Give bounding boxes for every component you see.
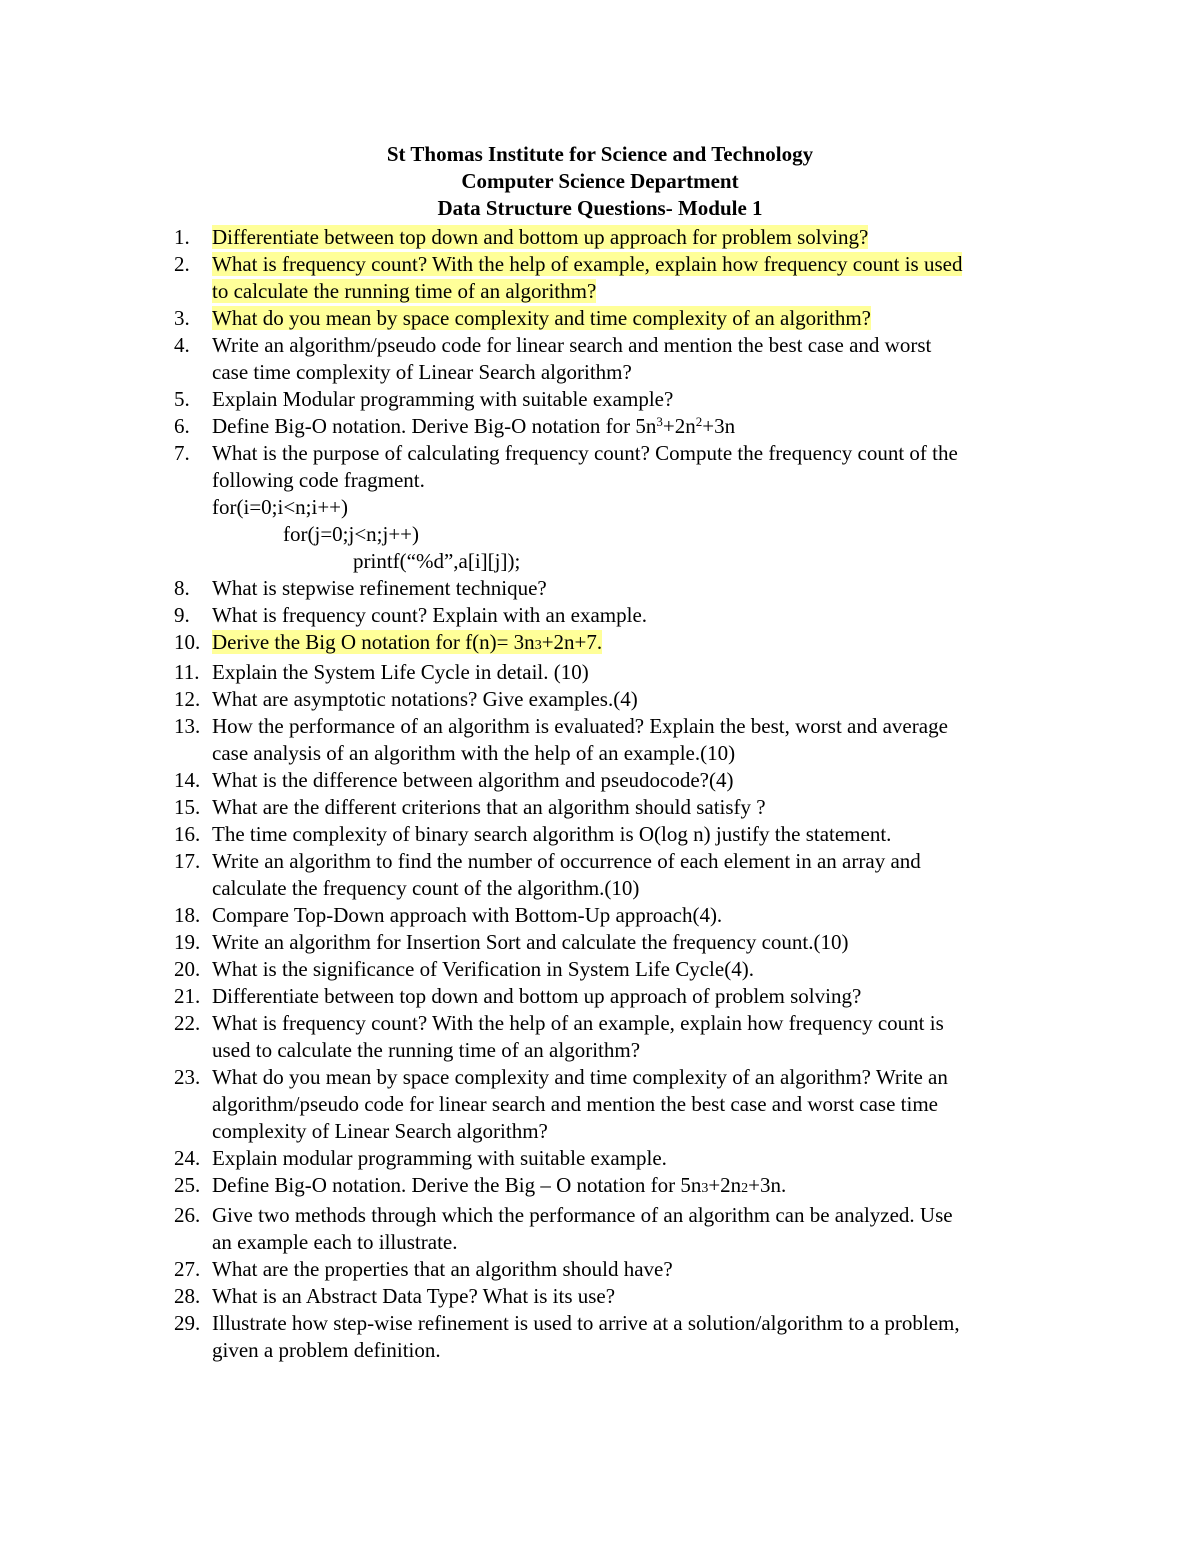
question-text: Write an algorithm for Insertion Sort and calculate the frequency count.(10) <box>212 930 849 954</box>
question-item <box>174 1010 1074 1064</box>
question-text-line <box>212 359 1074 386</box>
question-text-line <box>212 305 1074 332</box>
question-text-line <box>212 686 1074 713</box>
question-item <box>174 413 1074 440</box>
question-number: 3. <box>174 306 190 330</box>
question-number: 6. <box>174 414 190 438</box>
question-text-line <box>212 386 1074 413</box>
question-text: Explain the System Life Cycle in detail. (10) <box>212 660 589 684</box>
question-number: 24. <box>174 1146 201 1170</box>
question-number: 22. <box>174 1011 201 1035</box>
question-text-line <box>212 929 1074 956</box>
question-text-line <box>212 902 1074 929</box>
question-text: Write an algorithm to find the number of occurrence of each element in an array and <box>212 849 921 873</box>
question-text <box>212 1173 786 1197</box>
question-text-line <box>212 1229 1074 1256</box>
question-text: Explain Modular programming with suitable example? <box>212 387 674 411</box>
formula-text: Define Big-O notation. Derive Big-O notation for 5n <box>212 414 657 438</box>
question-text-line <box>212 332 1074 359</box>
question-text-line <box>212 1172 1074 1202</box>
question-text: The time complexity of binary search algorithm is O(log n) justify the statement. <box>212 822 892 846</box>
question-text: What do you mean by space complexity and time complexity of an algorithm? <box>212 306 871 330</box>
question-number: 15. <box>174 795 201 819</box>
question-number: 20. <box>174 957 201 981</box>
question-item <box>174 332 1074 386</box>
question-item <box>174 305 1074 332</box>
question-text: Write an algorithm/pseudo code for linear search and mention the best case and worst <box>212 333 932 357</box>
question-text: Compare Top-Down approach with Bottom-Up approach(4). <box>212 903 723 927</box>
question-item <box>174 1172 1074 1202</box>
question-item <box>174 1283 1074 1310</box>
question-item <box>174 659 1074 686</box>
question-text: algorithm/pseudo code for linear search and mention the best case and worst case time <box>212 1092 938 1116</box>
formula-text: +3n. <box>748 1173 787 1197</box>
question-text: What do you mean by space complexity and time complexity of an algorithm? Write an <box>212 1065 948 1089</box>
formula-text: Define Big-O notation. Derive the Big – O notation for 5n <box>212 1173 702 1197</box>
question-text: case analysis of an algorithm with the help of an example.(10) <box>212 741 736 765</box>
question-text <box>212 630 602 654</box>
question-text: calculate the frequency count of the algorithm.(10) <box>212 876 640 900</box>
question-number: 5. <box>174 387 190 411</box>
question-text: How the performance of an algorithm is evaluated? Explain the best, worst and average <box>212 714 948 738</box>
question-item <box>174 713 1074 767</box>
question-number: 16. <box>174 822 201 846</box>
question-item <box>174 767 1074 794</box>
document-header <box>0 141 1200 222</box>
question-text: Give two methods through which the performance of an algorithm can be analyzed. Use <box>212 1203 953 1227</box>
question-number: 25. <box>174 1173 201 1197</box>
question-text <box>212 414 735 438</box>
formula-exponent: 3 <box>656 414 663 429</box>
question-item <box>174 386 1074 413</box>
question-item <box>174 956 1074 983</box>
formula-text: Derive the Big O notation for f(n)= 3n <box>212 630 535 654</box>
question-text: What is frequency count? With the help of an example, explain how frequency count is <box>212 1011 944 1035</box>
code-line: printf(“%d”,a[i][j]); <box>353 549 521 573</box>
question-number: 18. <box>174 903 201 927</box>
question-text-line <box>212 1091 1074 1118</box>
question-text: Explain modular programming with suitable example. <box>212 1146 667 1170</box>
question-text: What are asymptotic notations? Give examples.(4) <box>212 687 638 711</box>
question-text-line <box>212 1202 1074 1229</box>
question-text-line <box>212 1145 1074 1172</box>
question-text-line <box>212 848 1074 875</box>
question-text-line <box>212 767 1074 794</box>
question-item <box>174 902 1074 929</box>
question-text-line <box>212 1283 1074 1310</box>
question-number: 17. <box>174 849 201 873</box>
question-item <box>174 440 1074 575</box>
question-text: given a problem definition. <box>212 1338 441 1362</box>
question-number: 13. <box>174 714 201 738</box>
question-text-line <box>212 1310 1074 1337</box>
code-line: for(i=0;i<n;i++) <box>212 495 349 519</box>
question-text-line <box>212 1064 1074 1091</box>
question-number: 1. <box>174 225 190 249</box>
question-number: 27. <box>174 1257 201 1281</box>
module-title: Data Structure Questions- Module 1 <box>437 196 763 220</box>
formula-exponent: 2 <box>741 1181 749 1196</box>
question-number: 26. <box>174 1203 201 1227</box>
question-number: 2. <box>174 252 190 276</box>
question-item <box>174 983 1074 1010</box>
question-number: 29. <box>174 1311 201 1335</box>
question-item <box>174 1145 1074 1172</box>
formula-exponent: 2 <box>695 414 703 429</box>
question-text-line <box>212 1118 1074 1145</box>
question-text-line <box>212 440 1074 467</box>
question-item <box>174 1310 1074 1364</box>
question-text: What is frequency count? With the help of example, explain how frequency count is used <box>212 252 963 276</box>
question-text-line <box>212 1256 1074 1283</box>
question-text: What is the difference between algorithm and pseudocode?(4) <box>212 768 734 792</box>
question-text-line <box>212 575 1074 602</box>
question-item <box>174 686 1074 713</box>
question-text-line <box>212 659 1074 686</box>
question-text-line <box>212 1010 1074 1037</box>
question-item <box>174 794 1074 821</box>
question-text: What is stepwise refinement technique? <box>212 576 547 600</box>
question-number: 7. <box>174 441 190 465</box>
question-item <box>174 1202 1074 1256</box>
question-text: used to calculate the running time of an algorithm? <box>212 1038 641 1062</box>
question-number: 11. <box>174 660 200 684</box>
question-text: What are the different criterions that an algorithm should satisfy ? <box>212 795 766 819</box>
question-text-line <box>212 740 1074 767</box>
question-text: case time complexity of Linear Search algorithm? <box>212 360 632 384</box>
question-text-line <box>212 467 1074 494</box>
question-number: 4. <box>174 333 190 357</box>
formula-text: +2n <box>662 414 696 438</box>
question-number: 8. <box>174 576 190 600</box>
question-text-line <box>212 629 1074 659</box>
formula-text: +2n <box>708 1173 742 1197</box>
question-text-line <box>212 251 1074 278</box>
question-text: What is the purpose of calculating frequency count? Compute the frequency count of the <box>212 441 958 465</box>
question-text: What are the properties that an algorithm should have? <box>212 1257 673 1281</box>
question-text: complexity of Linear Search algorithm? <box>212 1119 548 1143</box>
question-text-line <box>212 794 1074 821</box>
question-item <box>174 929 1074 956</box>
question-text: an example each to illustrate. <box>212 1230 458 1254</box>
question-text-line <box>212 875 1074 902</box>
question-number: 14. <box>174 768 201 792</box>
department-title: Computer Science Department <box>461 169 739 193</box>
formula-exponent: 3 <box>534 638 542 653</box>
question-text: What is an Abstract Data Type? What is its use? <box>212 1284 616 1308</box>
formula-text: +2n+7. <box>541 630 603 654</box>
question-item <box>174 1064 1074 1145</box>
question-item <box>174 1256 1074 1283</box>
question-text-line <box>212 602 1074 629</box>
formula-text: +3n <box>702 414 736 438</box>
question-text: What is the significance of Verification in System Life Cycle(4). <box>212 957 754 981</box>
question-item <box>174 629 1074 659</box>
question-item <box>174 224 1074 251</box>
question-text-line <box>212 413 1074 440</box>
question-text-line <box>212 1337 1074 1364</box>
question-item <box>174 602 1074 629</box>
question-item <box>174 821 1074 848</box>
question-number: 28. <box>174 1284 201 1308</box>
question-text-line <box>212 1037 1074 1064</box>
question-text: to calculate the running time of an algorithm? <box>212 279 597 303</box>
question-text-line <box>212 224 1074 251</box>
question-text: Illustrate how step-wise refinement is used to arrive at a solution/algorithm to a problem, <box>212 1311 960 1335</box>
question-text: Differentiate between top down and bottom up approach of problem solving? <box>212 984 862 1008</box>
question-item <box>174 848 1074 902</box>
question-number: 19. <box>174 930 201 954</box>
question-number: 12. <box>174 687 201 711</box>
question-text-line <box>212 713 1074 740</box>
question-number: 9. <box>174 603 190 627</box>
formula-exponent: 3 <box>701 1181 709 1196</box>
question-number: 10. <box>174 630 201 654</box>
question-number: 21. <box>174 984 201 1008</box>
question-text-line <box>212 983 1074 1010</box>
question-text-line <box>212 821 1074 848</box>
question-text: following code fragment. <box>212 468 425 492</box>
question-item <box>174 575 1074 602</box>
question-list <box>174 224 1074 1364</box>
institute-title: St Thomas Institute for Science and Technology <box>386 142 814 166</box>
question-text-line <box>212 278 1074 305</box>
question-text-line <box>212 956 1074 983</box>
question-number: 23. <box>174 1065 201 1089</box>
question-item <box>174 251 1074 305</box>
question-text: What is frequency count? Explain with an example. <box>212 603 648 627</box>
code-line: for(j=0;j<n;j++) <box>283 522 420 546</box>
question-text: Differentiate between top down and bottom up approach for problem solving? <box>212 225 869 249</box>
